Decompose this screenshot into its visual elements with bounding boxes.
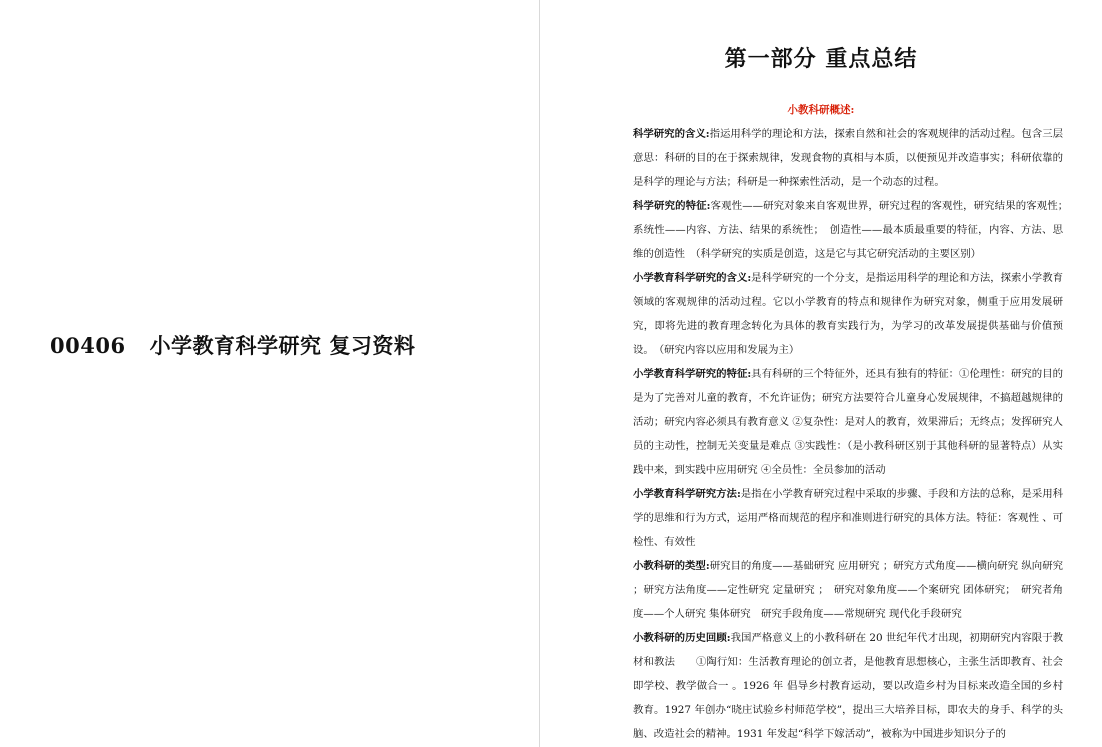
- term-label: 科学研究的含义:: [633, 128, 710, 140]
- left-page: [0, 0, 539, 747]
- paragraph-research-features: [633, 194, 1074, 266]
- paragraph-text: 具有科研的三个特征外，还具有独有的特征：①伦理性：研究的目的是为了完善对儿童的教育，不允许证伪；研究方法要符合儿童身心发展规律，不搞超越规律的活动；研究内容必须具有教育意义 ②复杂性：是对人的教育，效果滞后；无终点；发挥研究人员的主动性，控制无关变量是难点 ③实践性：（是小教科研区别于其他科研的显著特点）从实践中来，到实践中应用研究 ④全员性：全员参加的活动: [633, 368, 1063, 476]
- term-label: 科学研究的特征:: [633, 200, 711, 212]
- term-label: 小教科研的类型:: [633, 560, 710, 572]
- paragraph-primary-research-features: [633, 362, 1063, 482]
- paragraph-research-types: [633, 554, 1063, 626]
- paragraph-text: 是指在小学教育研究过程中采取的步骤、手段和方法的总称，是采用科学的思维和行为方式，运用严格而规范的程序和准则进行研究的具体方法。特征：客观性 、可检性、有效性: [633, 488, 1063, 548]
- paragraph-research-definition: [633, 122, 1063, 194]
- paragraph-text: 是科学研究的一个分支，是指运用科学的理论和方法，探索小学教育领域的客观规律的活动过程。它以小学教育的特点和规律作为研究对象，侧重于应用发展研究，即将先进的教育理念转化为具体的教育实践行为，为学习的改革发展提供基础与价值预设。 （研究内容以应用和发展为主）: [633, 272, 1063, 356]
- term-label: 小学教育科学研究的含义:: [633, 272, 752, 284]
- cover-title: [50, 330, 415, 360]
- body-text: [633, 122, 1074, 746]
- paragraph-research-methods: [633, 482, 1063, 554]
- paragraph-text: 客观性——研究对象来自客观世界，研究过程的客观性，研究结果的客观性； 系统性——内容、方法、结果的系统性； 创造性——最本质最重要的特征，内容、方法、思维的创造性 （科学研究的实质是创造，这是它与其它研究活动的主要区别）: [633, 200, 1074, 260]
- term-label: 小学教育科学研究方法:: [633, 488, 741, 500]
- paragraph-primary-research-definition: [633, 266, 1063, 362]
- paragraph-text: 研究目的角度——基础研究 应用研究 ；研究方式角度——横向研究 纵向研究 ；研究方法角度——定性研究 定量研究 ； 研究对象角度——个案研究 团体研究； 研究者角度——个人研究 集体研究 研究手段角度——常规研究 现代化手段研究: [633, 560, 1064, 620]
- paragraph-research-history: [633, 626, 1063, 746]
- paragraph-text: 我国严格意义上的小教科研在 20 世纪年代才出现，初期研究内容限于教材和教法 ①陶行知：生活教育理论的创立者，是他教育思想核心，主张生活即教育、社会即学校、教学做合一 。1926 年 倡导乡村教育运动，要以改造乡村为目标来改造全国的乡村教育。1927 年创办“晓庄试验乡村师范学校”，提出三大培养目标，即农夫的身手、科学的头脑、改造社会的精神。1931 年发起“科学下嫁活动”，被称为中国进步知识分子的: [633, 632, 1063, 740]
- part-title: 第一部分 重点总结: [724, 46, 918, 72]
- course-title: 小学教育科学研究 复习资料: [149, 333, 416, 358]
- term-label: 小教科研的历史回顾:: [633, 632, 731, 644]
- section-heading: 小教科研概述:: [787, 104, 855, 116]
- term-label: 小学教育科学研究的特征:: [633, 368, 752, 380]
- paragraph-text: 指运用科学的理论和方法，探索自然和社会的客观规律的活动过程。包含三层意思：科研的目的在于探索规律，发现食物的真相与本质，以便预见并改造事实；科研依靠的是科学的理论与方法；科研是一种探索性活动，是一个动态的过程。: [633, 128, 1063, 188]
- right-page: [540, 0, 1102, 747]
- course-code: 00406: [50, 333, 126, 358]
